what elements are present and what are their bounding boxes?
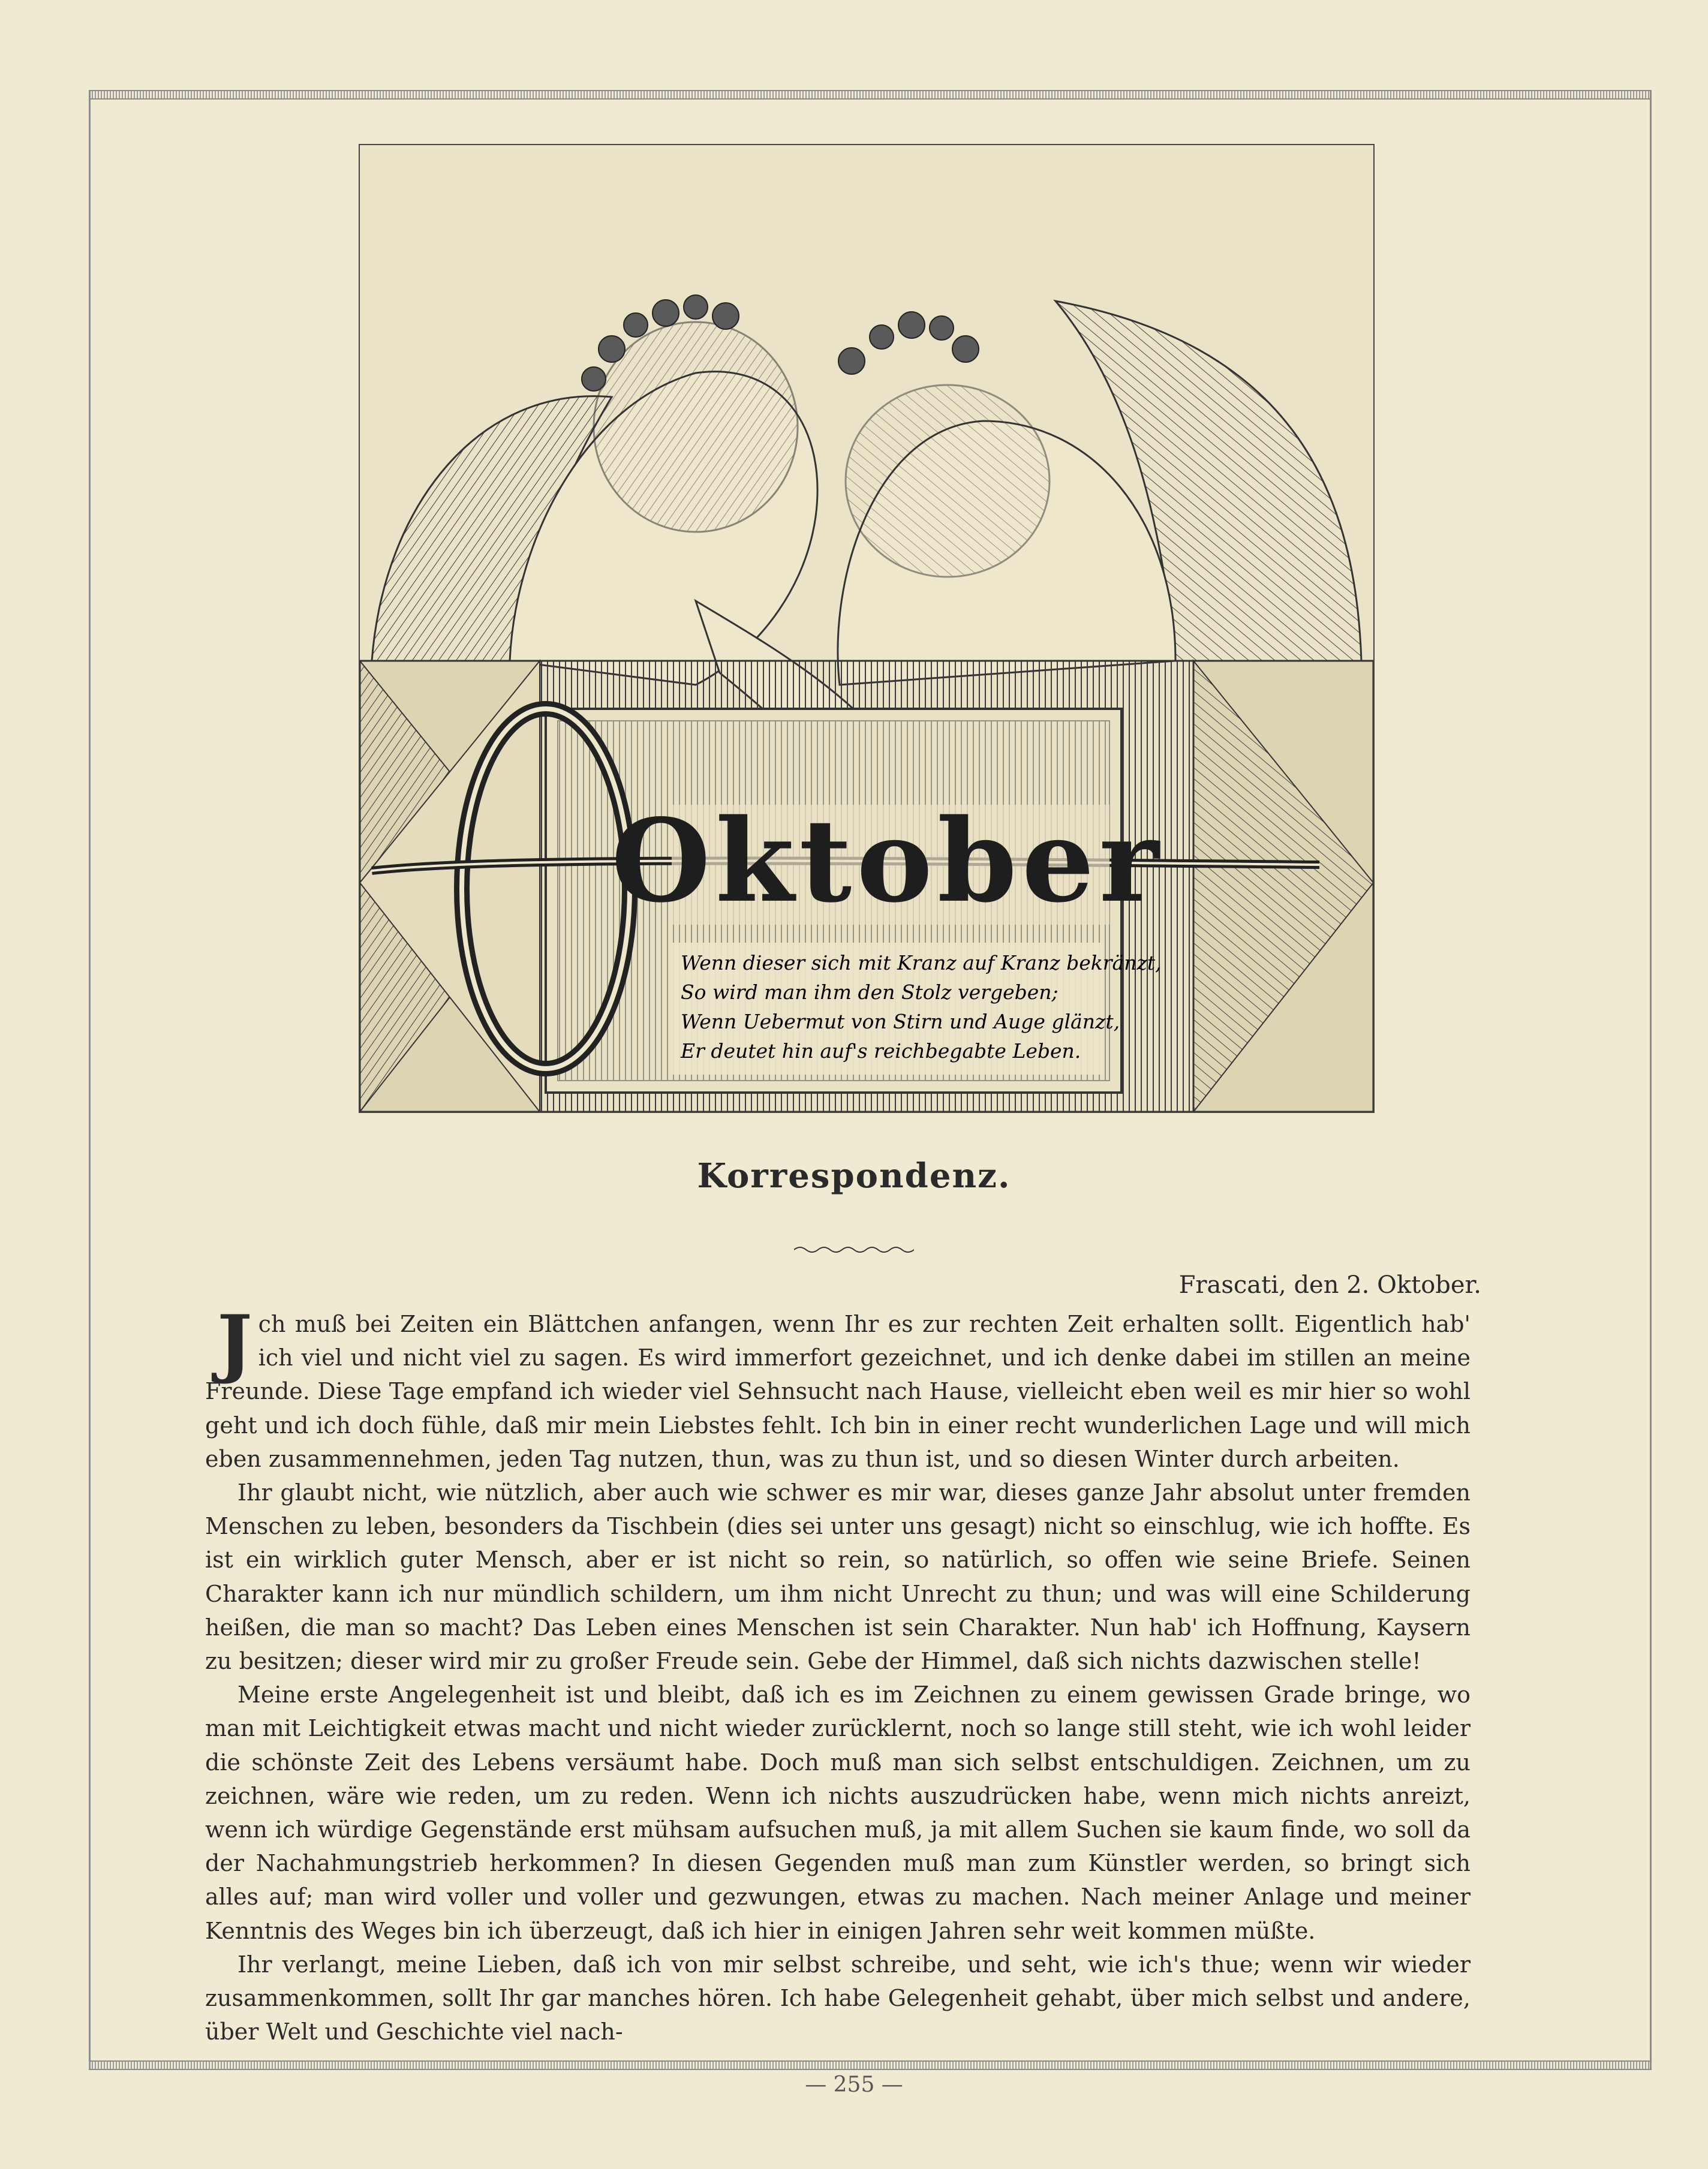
dateline: Frascati, den 2. Oktober. bbox=[1178, 1271, 1481, 1299]
bottom-border-rule bbox=[89, 2060, 1652, 2070]
illustration-title: Oktober bbox=[611, 794, 1164, 928]
section-heading: Korrespondenz. bbox=[697, 1156, 1011, 1196]
paragraph-3: Meine erste Angelegenheit ist und bleibt, daß ich es im Zeichnen zu einem gewissen Grade bringe, wo man mit Leichtigkeit etwas macht und nicht wieder zurücklernt, noch so lange still steht, wie ich wohl leider die schönste Zeit des Lebens versäumt habe. Doch muß man sich selbst entschuldigen. Zeichnen, um zu zeichnen, wäre wie reden, um zu reden. Wenn ich nichts auszudrücken habe, wenn mich nichts anreizt, wenn ich würdige Gegenstände erst mühsam aufsuchen muß, ja mit allem Suchen sie kaum finde, wo soll da der Nachahmungstrieb herkommen? In diesen Gegenden muß man zum Künstler werden, so bringt sich alles auf; man wird voller und voller und gezwungen, etwas zu machen. Nach meiner Anlage und meiner Kenntnis des Weges bin ich überzeugt, daß ich hier in einigen Jahren sehr weit kommen müßte. bbox=[205, 1681, 1471, 1944]
heading-flourish bbox=[794, 1244, 914, 1256]
paragraph-4: Ihr verlangt, meine Lieben, daß ich von mir selbst schreibe, und seht, wie ich's thue; wenn wir wieder zusammenkommen, sollt Ihr gar manches hören. Ich habe Gelegenheit gehabt, über mich selbst und andere, über Welt und Geschichte viel nach- bbox=[205, 1951, 1471, 2045]
poem-line-3: Wenn Uebermut von Stirn und Auge glänzt, bbox=[681, 1010, 1120, 1033]
paragraph-1: Jch muß bei Zeiten ein Blättchen anfangen, wenn Ihr es zur rechten Zeit erhalten sollt. Eigentlich hab' ich viel und nicht viel zu sagen. Es wird immerfort gezeichnet, und ich denke dabei im stillen an meine Freunde. Diese Tage empfand ich wieder viel Sehnsucht nach Hause, vielleicht eben weil es mir hier so wohl geht und ich doch fühle, daß mir mein Liebstes fehlt. Ich bin in einer recht wunderlichen Lage und will mich eben zusammennehmen, jeden Tag nutzen, thun, was zu thun ist, und so diesen Winter durch arbeiten. bbox=[205, 1299, 1471, 1472]
poem-line-4: Er deutet hin auf's reichbegabte Leben. bbox=[681, 1039, 1081, 1063]
page-number: — 255 — bbox=[805, 2072, 903, 2097]
paragraph-2: Ihr glaubt nicht, wie nützlich, aber auch wie schwer es mir war, dieses ganze Jahr absolut unter fremden Menschen zu leben, besonders da Tischbein (dies sei unter uns gesagt) nicht so einschlug, wie ich hoffte. Es ist ein wirklich guter Mensch, aber er ist nicht so rein, so natürlich, so offen wie seine Briefe. Seinen Charakter kann ich nur mündlich schildern, um ihm nicht Unrecht zu thun; und was will eine Schilderung heißen, die man so macht? Das Leben eines Menschen ist sein Charakter. Nun hab' ich Hoffnung, Kaysern zu besitzen; dieser wird mir zu großer Freude sein. Gebe der Himmel, daß sich nichts dazwischen stelle! bbox=[205, 1479, 1471, 1675]
poem-line-2: So wird man ihm den Stolz vergeben; bbox=[681, 980, 1059, 1004]
letter-body bbox=[205, 1299, 1471, 2048]
poem-line-1: Wenn dieser sich mit Kranz auf Kranz bekränzt, bbox=[681, 951, 1162, 974]
drop-cap: J bbox=[217, 1299, 252, 1386]
cherubs-illustration bbox=[359, 144, 1375, 1113]
